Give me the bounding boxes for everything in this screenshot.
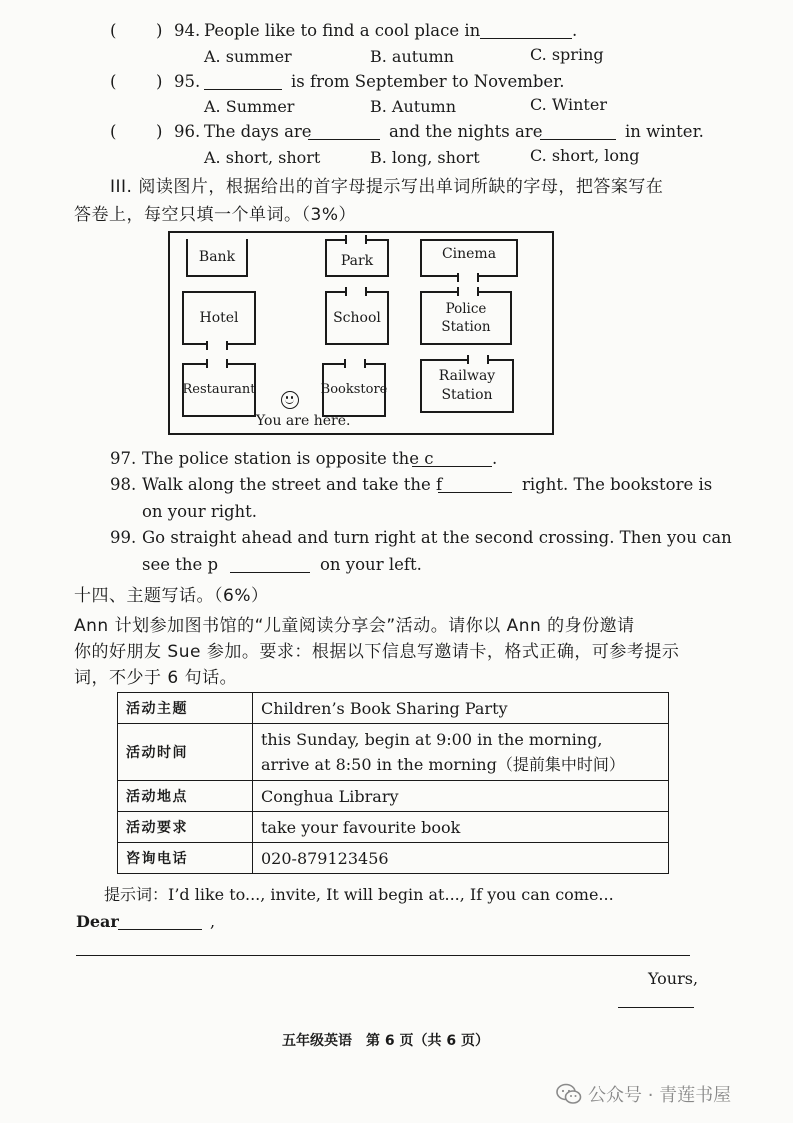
answer-blank [230,558,310,573]
table-value [253,724,669,781]
option-b: B. Autumn [370,97,456,116]
building-railway-station [420,359,514,413]
you-are-here-label: You are here. [256,413,351,429]
door [206,341,228,350]
table-value: 020-879123456 [253,843,669,874]
answer-blank-2 [540,125,616,140]
door [467,355,489,364]
question-text: Go straight ahead and turn right at the second crossing. Then you can [142,528,732,547]
table-value-line2: arrive at 8:50 in the morning（提前集中时间） [261,755,625,774]
wechat-icon [556,1083,582,1105]
option-b: B. autumn [370,47,454,66]
recipient-blank [118,915,202,930]
letter-dear: Dear [76,912,119,931]
section-14-title: 十四、主题写话。（6%） [74,586,269,606]
door [345,235,367,244]
section-3-instruction: 答卷上，每空只填一个单词。（3%） [74,205,356,225]
option-c: C. Winter [530,95,607,114]
letter-yours: Yours, [648,969,699,988]
answer-blank [204,75,282,90]
table-row [118,693,669,724]
building-label: Bookstore [320,382,388,398]
building-restaurant [182,363,256,417]
question-number: 98. [110,475,137,494]
letter-comma: , [210,912,216,931]
door [345,287,367,296]
building-label: Bank [198,248,236,265]
table-key: 活动要求 [118,812,253,843]
question-text: is from September to November. [291,72,565,91]
door [457,273,479,282]
building-label: Park [340,252,374,269]
paren-close: ) [156,21,163,40]
writing-line [76,955,690,956]
building-park [325,239,389,277]
building-label: Cinema [441,245,497,262]
question-text: The police station is opposite the c [142,449,434,468]
option-a: A. summer [204,47,292,66]
table-row [118,724,669,781]
paren-open: ( [110,21,117,40]
signature-blank [618,993,694,1008]
watermark-text: 公众号 · 青莲书屋 [588,1085,732,1106]
section-14-line1: Ann 计划参加图书馆的“儿童阅读分享会”活动。请你以 Ann 的身份邀请 [74,616,635,636]
option-b: B. long, short [370,148,480,167]
table-key: 咨询电话 [118,843,253,874]
section-3-heading: III. 阅读图片，根据给出的首字母提示写出单词所缺的字母，把答案写在 [110,177,664,197]
question-text-end: in winter. [625,122,704,141]
door [457,287,479,296]
building-police-station [420,291,512,345]
paren-close: ) [156,122,163,141]
building-cinema [420,239,518,277]
building-label: Restaurant [182,382,256,398]
page-footer: 五年级英语 第 6 页（共 6 页） [282,1033,489,1049]
paren-close: ) [156,72,163,91]
watermark [556,1081,731,1107]
building-label-line2: Station [441,387,493,403]
table-value: Conghua Library [253,781,669,812]
building-label: School [333,309,381,326]
table-row [118,812,669,843]
door [344,359,366,368]
table-row [118,843,669,874]
question-number: 99. [110,528,137,547]
question-text-end: . [492,449,498,468]
table-key: 活动主题 [118,693,253,724]
option-a: A. short, short [204,148,321,167]
building-hotel [182,291,256,345]
answer-blank [412,452,492,467]
building-school [325,291,389,345]
table-key: 活动时间 [118,724,253,781]
question-number: 97. [110,449,137,468]
table-value-line1: this Sunday, begin at 9:00 in the morning, [261,730,603,749]
section-14-line3: 词，不少于 6 句话。 [74,668,238,688]
building-label: Police Station [441,300,491,335]
table-key: 活动地点 [118,781,253,812]
answer-blank [438,478,512,493]
question-number: 94. [174,21,201,40]
question-text-end: . [572,21,578,40]
door [206,359,228,368]
street-map [168,231,554,435]
answer-blank [480,24,572,39]
table-value: take your favourite book [253,812,669,843]
building-label-line1: Railway [438,368,496,385]
option-a: A. Summer [204,97,295,116]
question-text-line2: see the p [142,555,219,574]
question-number: 96. [174,122,201,141]
question-text: The days are [204,122,312,141]
option-c: C. spring [530,45,604,64]
question-text-mid: and the nights are [389,122,543,141]
paren-open: ( [110,122,117,141]
question-text-cont: right. The bookstore is [522,475,713,494]
event-info-table [117,692,669,874]
question-text: Walk along the street and take the f [142,475,443,494]
question-text: People like to find a cool place in [204,21,481,40]
question-text-end: on your left. [320,555,422,574]
option-c: C. short, long [530,146,640,165]
question-text-line2: on your right. [142,502,258,521]
table-row [118,781,669,812]
building-bookstore [322,363,386,417]
smiley-icon [281,391,299,409]
answer-blank-1 [308,125,380,140]
table-value: Children’s Book Sharing Party [253,693,669,724]
paren-open: ( [110,72,117,91]
question-number: 95. [174,72,201,91]
building-label: Hotel [199,309,239,326]
section-14-line2: 你的好朋友 Sue 参加。要求：根据以下信息写邀请卡，格式正确，可参考提示 [74,642,680,662]
building-bank [186,239,248,277]
hint-words: 提示词：I’d like to..., invite, It will begin at..., If you can come... [104,885,614,904]
